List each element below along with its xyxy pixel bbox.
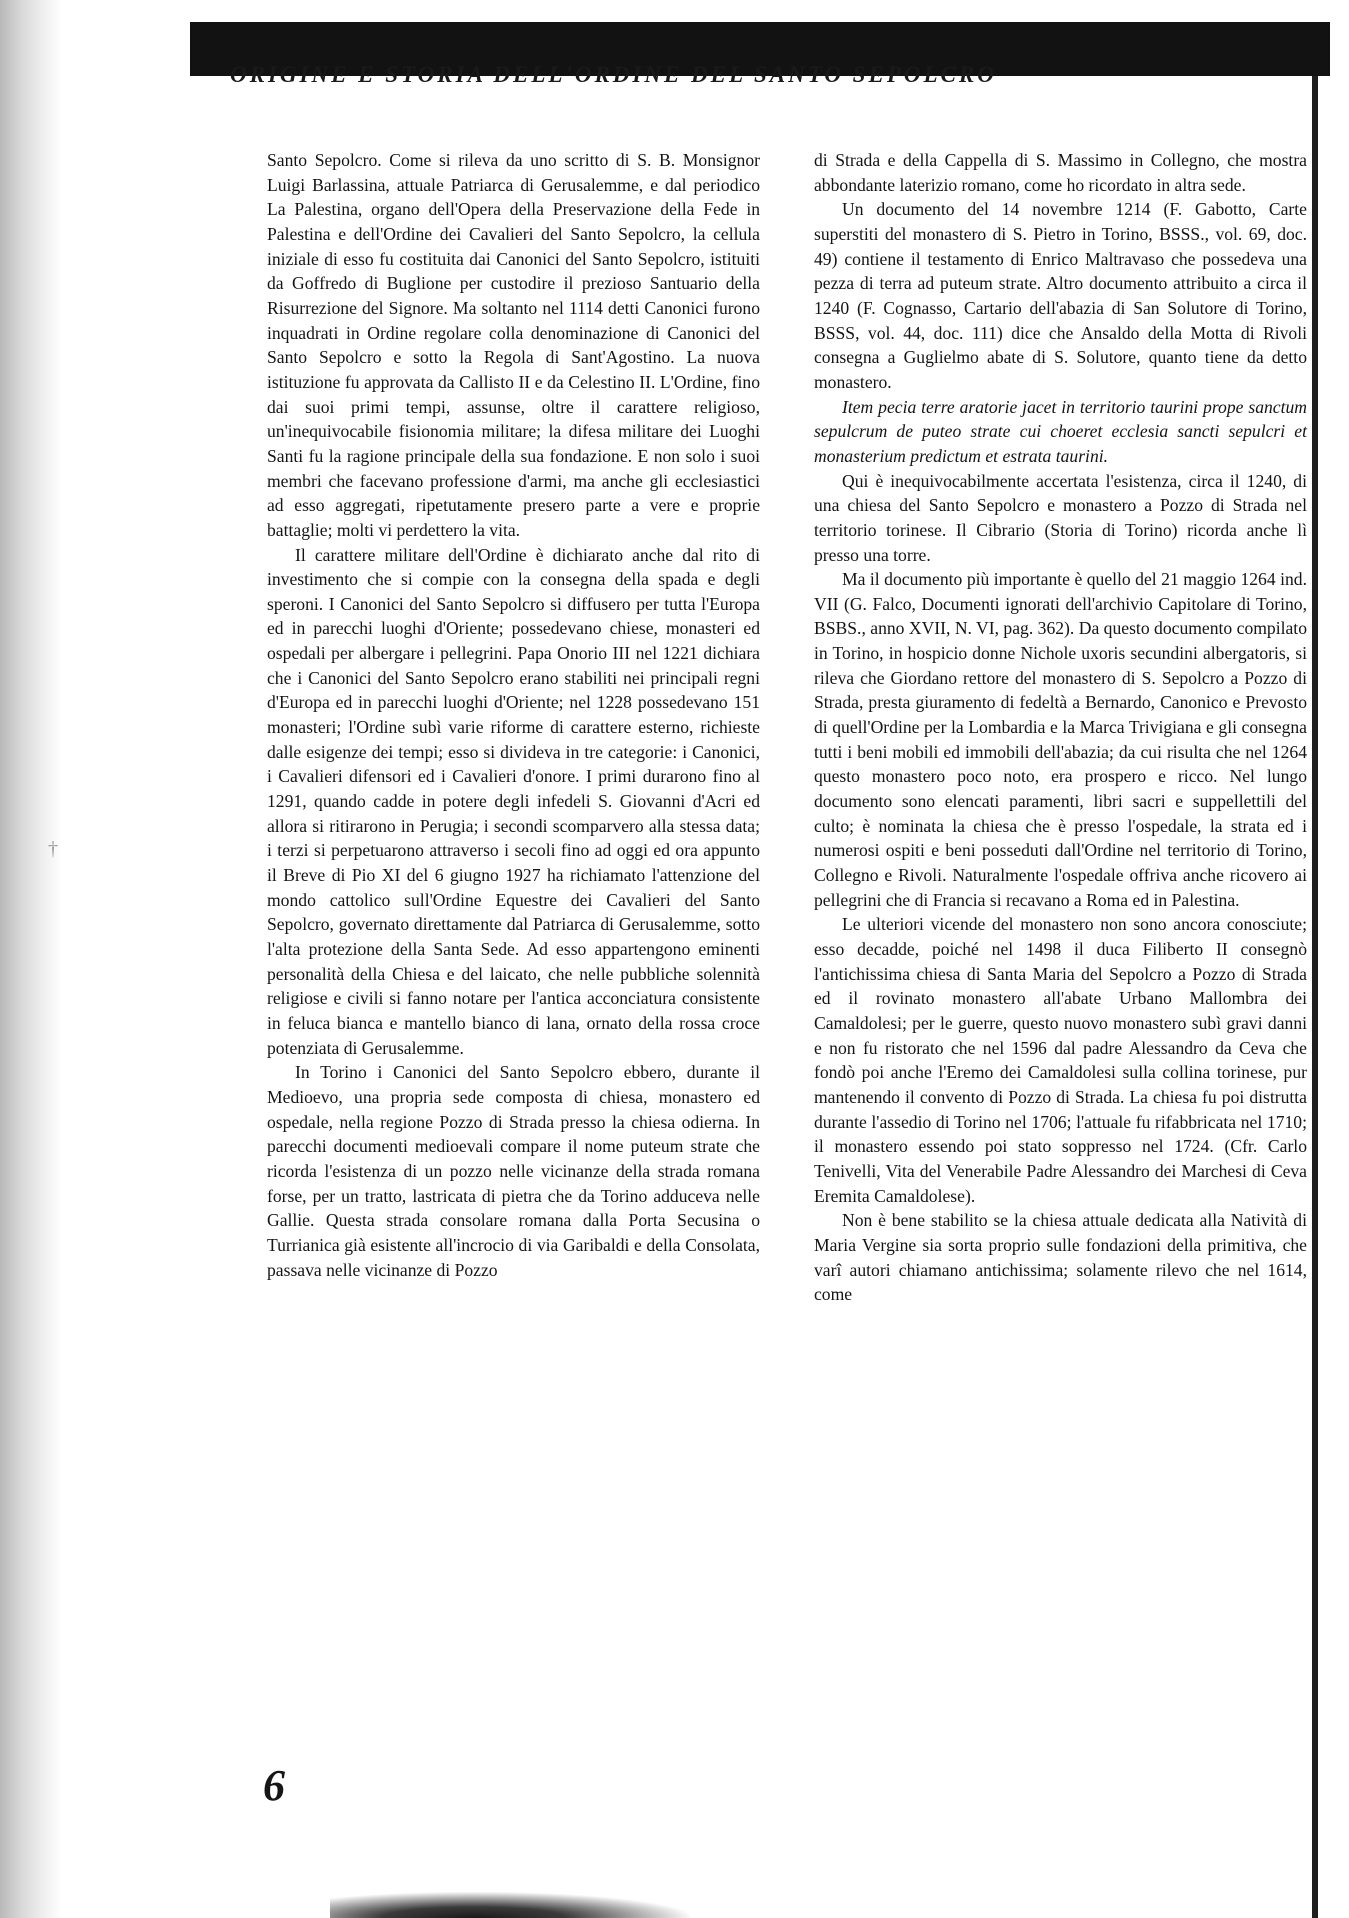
page-edge-rule <box>1312 76 1318 1918</box>
text-column-left <box>267 148 760 1282</box>
paragraph: In Torino i Canonici del Santo Sepolcro ebbero, durante il Medioevo, una propria sede composta di chiesa, monastero ed ospedale, nella regione Pozzo di Strada presso la chiesa odierna. In parecchi documenti medioevali compare il nome puteum strate che ricorda l'esistenza di un pozzo nelle vicinanze della strada romana forse, per un tratto, lastricata di pietra che da Torino adduceva nelle Gallie. Questa strada consolare romana dalla Porta Secusina o Turrianica già esistente all'incrocio di via Garibaldi e della Consolata, passava nelle vicinanze di Pozzo <box>267 1062 760 1280</box>
paragraph: Santo Sepolcro. Come si rileva da uno scritto di S. B. Monsignor Luigi Barlassina, attuale Patriarca di Gerusalemme, e dal periodico La Palestina, organo dell'Opera della Preservazione della Fede in Palestina e dell'Ordine dei Cavalieri del Santo Sepolcro, la cellula iniziale di esso fu costituita dai Canonici del Santo Sepolcro, istituiti da Goffredo di Buglione per custodire il prezioso Santuario della Risurrezione del Signore. Ma soltanto nel 1114 detti Canonici furono inquadrati in Ordine regolare colla denominazione di Canonici del Santo Sepolcro e sotto la Regola di Sant'Agostino. La nuova istituzione fu approvata da Callisto II e da Celestino II. L'Ordine, fino dai suoi primi tempi, assunse, oltre il carattere religioso, un'inequivocabile fisionomia militare; la difesa militare dei Luoghi Santi fu la ragione principale della sua fondazione. E non solo i suoi membri che facevano professione d'armi, ma anche gli ecclesiastici ad esso aggregati, ripetutamente presero parte a vere e proprie battaglie; molti vi perdettero la vita. <box>267 150 760 540</box>
latin-quotation: Item pecia terre aratorie jacet in territorio taurini prope sanctum sepulcrum de puteo strate cui choeret ecclesia sancti sepulcri et monasterium predictum et estrata taurini. <box>814 396 1307 466</box>
paragraph: Non è bene stabilito se la chiesa attuale dedicata alla Natività di Maria Vergine sia sorta proprio sulle fondazioni della primitiva, che varî autori chiamano antichissima; solamente rilevo che nel 1614, come <box>814 1210 1307 1305</box>
paragraph: di Strada e della Cappella di S. Massimo in Collegno, che mostra abbondante laterizio romano, come ho ricordato in altra sede. <box>814 150 1307 195</box>
paragraph: Il carattere militare dell'Ordine è dichiarato anche dal rito di investimento che si compie con la consegna della spada e degli speroni. I Canonici del Santo Sepolcro si diffusero per tutta l'Europa ed in parecchi luoghi d'Oriente; possedevano chiese, monasteri ed ospedali per albergare i pellegrini. Papa Onorio III nel 1221 dichiara che i Canonici del Santo Sepolcro erano stabiliti nei principali regni d'Europa ed in parecchi luoghi d'Oriente; nel 1228 possedevano 151 monasteri; l'Ordine subì varie riforme di carattere esterno, richieste dalle esigenze dei tempi; esso si divideva in tre categorie: i Canonici, i Cavalieri difensori ed i Cavalieri d'onore. I primi durarono fino al 1291, quando cadde in potere degli infedeli S. Giovanni d'Acri ed allora si ritirarono in Perugia; i secondi scomparvero alla stessa data; i terzi si perpetuarono attraverso i secoli fino ad oggi ed ora appunto il Breve di Pio XI del 6 giugno 1927 ha richiamato l'attenzione del mondo cattolico sull'Ordine Equestre dei Cavalieri del Santo Sepolcro, governato direttamente dal Patriarca di Gerusalemme, sotto l'alta protezione della Santa Sede. Ad esso appartengono eminenti personalità della Chiesa e del laicato, che nelle pubbliche solennità religiose e civili si fanno notare per l'antica acconciatura consistente in feluca bianca e mantello bianco di lana, ornato della rossa croce potenziata di Gerusalemme. <box>267 544 760 1058</box>
running-title: ORIGINE E STORIA DELL'ORDINE DEL SANTO SEPOLCRO <box>230 62 997 87</box>
paragraph: Ma il documento più importante è quello del 21 maggio 1264 ind. VII (G. Falco, Documenti ignorati dell'archivio Capitolare di Torino, BSBS., anno XVII, N. VI, pag. 362). Da questo documento compilato in Torino, in hospicio donne Nichole uxoris secundini albergatoris, si rileva che Giordano rettore del monastero di S. Sepolcro a Pozzo di Strada, presta giuramento di fedeltà a Bernardo, Canonico e Prevosto di quell'Ordine per la Lombardia e la Marca Trivigiana e gli consegna tutti i beni mobili ed immobili dell'abazia; da cui risulta che nel 1264 questo monastero poco noto, era prospero e ricco. Nel lungo documento sono elencati paramenti, libri sacri e suppellettili del culto; è nominata la chiesa che è presso l'ospedale, la strata ed i numerosi ospiti e beni posseduti dall'Ordine nel territorio di Torino, Collegno e Rivoli. Naturalmente l'ospedale offriva anche ricovero ai pellegrini che di Francia si recavano a Roma ed in Palestina. <box>814 569 1307 910</box>
scan-blemish-icon: † <box>48 838 58 860</box>
page-number: 6 <box>263 1761 285 1810</box>
scan-binding-edge <box>0 0 62 1918</box>
paragraph: Un documento del 14 novembre 1214 (F. Gabotto, Carte superstiti del monastero di S. Pietro in Torino, BSSS., vol. 69, doc. 49) contiene il testamento di Enrico Maltravaso che possedeva una pezza di terra ad puteum strate. Altro documento attribuito a circa il 1240 (F. Cognasso, Cartario dell'abazia di San Solutore di Torino, BSSS, vol. 44, doc. 111) dice che Ansaldo della Motta di Rivoli consegna a Guglielmo abate di S. Solutore, quanto tiene da detto monastero. <box>814 199 1307 392</box>
scan-smudge <box>330 1892 690 1918</box>
paragraph: Le ulteriori vicende del monastero non sono ancora conosciute; esso decadde, poiché nel 1498 il duca Filiberto II consegnò l'antichissima chiesa di Santa Maria del Sepolcro a Pozzo di Strada ed il rovinato monastero all'abate Urbano Mallombra dei Camaldolesi; per le guerre, questo nuovo monastero subì gravi danni e non fu ristorato che nel 1596 dal padre Alessandro da Ceva che fondò poi anche l'Eremo dei Camaldolesi sulla collina torinese, pur mantenendo il convento di Pozzo di Strada. La chiesa fu poi distrutta durante l'assedio di Torino nel 1706; l'attuale fu rifabbricata nel 1710; il monastero essendo poi stato soppresso nel 1724. (Cfr. Carlo Tenivelli, Vita del Venerabile Padre Alessandro dei Marchesi di Ceva Eremita Camaldolese). <box>814 914 1307 1206</box>
paragraph: Qui è inequivocabilmente accertata l'esistenza, circa il 1240, di una chiesa del Santo Sepolcro e monastero a Pozzo di Strada nel territorio torinese. Il Cibrario (Storia di Torino) ricorda anche lì presso una torre. <box>814 470 1307 565</box>
text-column-right <box>814 148 1307 1307</box>
